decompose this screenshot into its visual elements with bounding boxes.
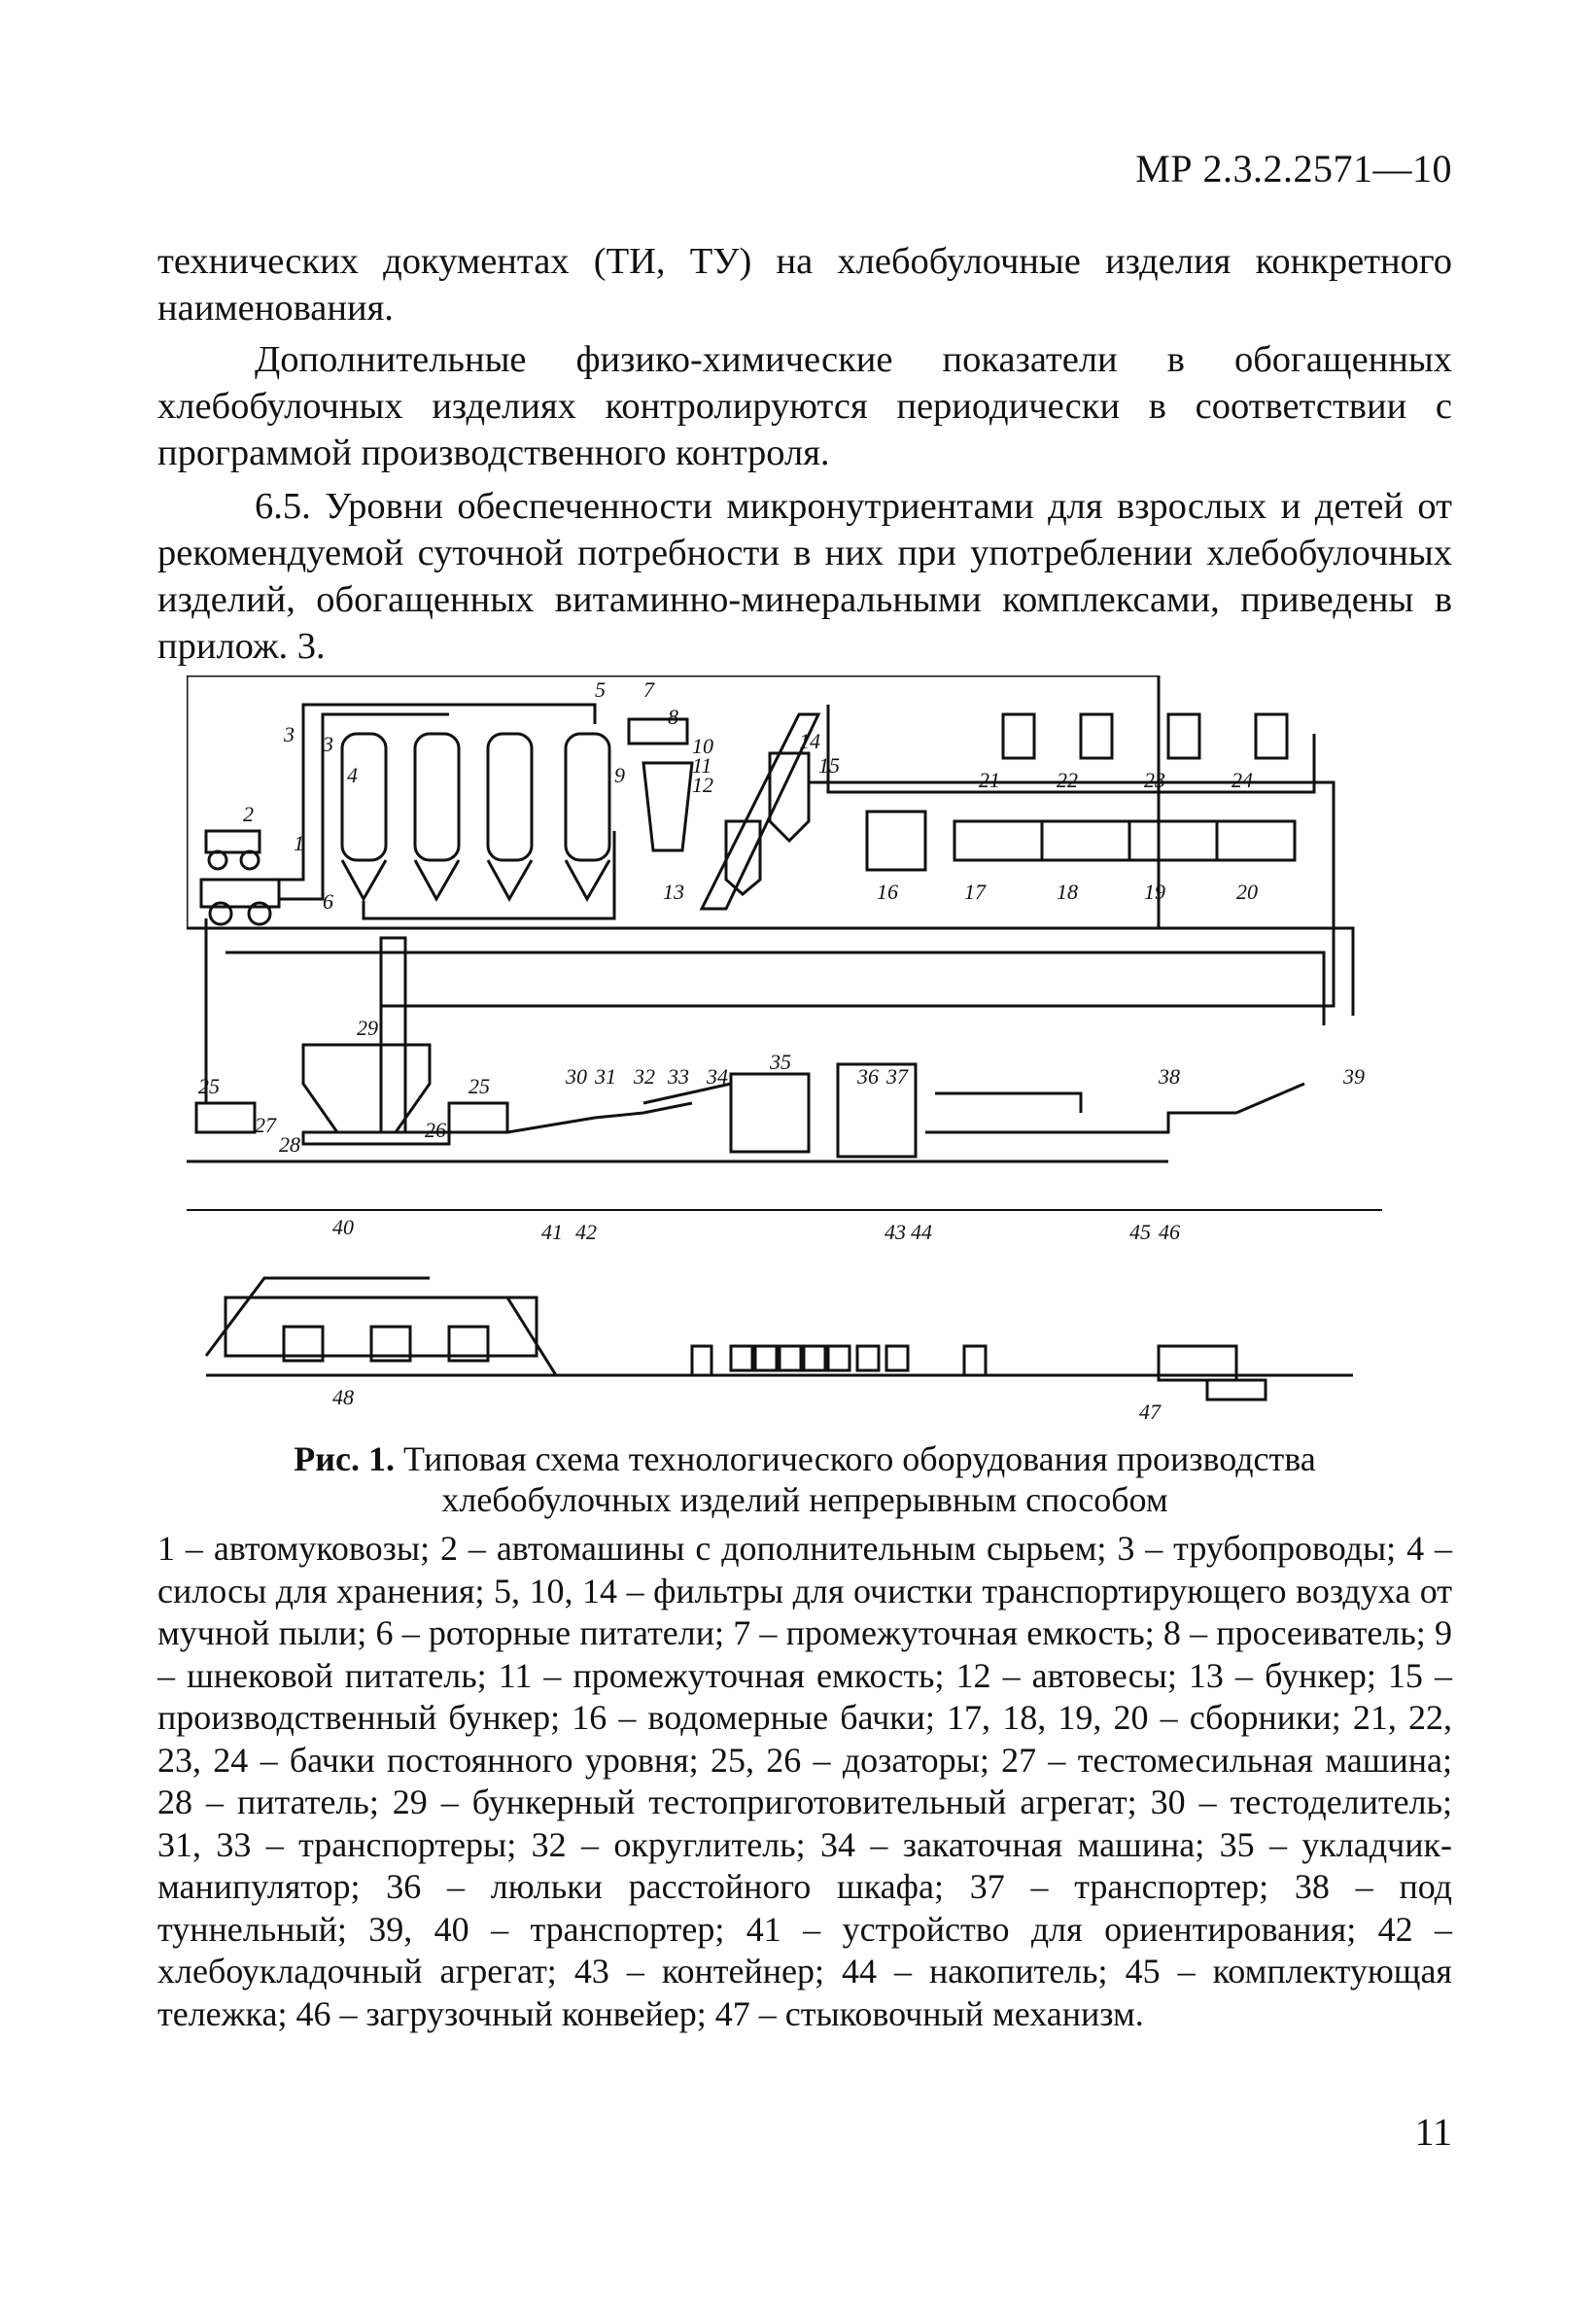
silos [342, 734, 609, 899]
truck-icon [201, 831, 279, 924]
level-tank-22 [1081, 714, 1112, 758]
label-44: 44 [911, 1220, 932, 1244]
label-17: 17 [964, 880, 986, 904]
level-tank-24 [1256, 714, 1287, 758]
equipment-diagram [187, 675, 1382, 1429]
label-31: 31 [595, 1064, 616, 1089]
dough-bunker-29 [303, 1045, 430, 1132]
label-6: 6 [323, 889, 333, 914]
label-36: 36 [857, 1064, 879, 1089]
figure-caption [157, 1438, 1452, 1520]
label-33: 33 [668, 1064, 689, 1089]
filter [726, 821, 760, 894]
label-4: 4 [347, 763, 358, 787]
label-41: 41 [541, 1220, 563, 1244]
label-40: 40 [332, 1215, 354, 1239]
label-10: 10 [692, 734, 713, 758]
sifter [629, 719, 687, 744]
figure-title-line1: Типовая схема технологического оборудования производства [402, 1439, 1316, 1478]
bunker [643, 763, 692, 850]
label-25b: 25 [468, 1074, 490, 1098]
conveyor-40 [206, 1278, 430, 1356]
conveyor-incline [507, 1298, 556, 1375]
dough-line [381, 782, 1334, 1093]
label-12: 12 [692, 773, 713, 797]
label-1: 1 [294, 831, 304, 855]
label-37: 37 [886, 1064, 908, 1089]
label-3b: 3 [323, 732, 333, 756]
label-42: 42 [575, 1220, 597, 1244]
level-tank-23 [1168, 714, 1199, 758]
collector-18 [1042, 821, 1129, 860]
tunnel-oven [925, 1113, 1236, 1132]
label-35: 35 [770, 1050, 791, 1074]
label-16: 16 [877, 880, 898, 904]
paragraph-6-5 [157, 483, 1452, 670]
label-29: 29 [357, 1016, 378, 1040]
label-48: 48 [332, 1385, 354, 1409]
filter [770, 753, 809, 841]
label-23: 23 [1144, 768, 1165, 792]
document-code: МР 2.3.2.2571—10 [1135, 147, 1452, 190]
label-14: 14 [799, 729, 820, 753]
conveyor-31 [507, 1103, 692, 1132]
docking-mechanism [1207, 1380, 1266, 1400]
containers-row [692, 1346, 986, 1375]
label-22: 22 [1057, 768, 1078, 792]
page-number: 11 [1414, 2110, 1452, 2154]
label-30: 30 [566, 1064, 587, 1089]
dispenser-25 [196, 1103, 255, 1132]
label-8: 8 [668, 705, 678, 729]
label-13: 13 [663, 880, 684, 904]
rounder [731, 1074, 809, 1152]
label-26: 26 [425, 1118, 446, 1142]
figure-title-line2: хлебобулочных изделий непрерывным способом [441, 1480, 1168, 1519]
label-27: 27 [255, 1113, 276, 1137]
label-11: 11 [692, 753, 712, 778]
label-3: 3 [284, 722, 295, 746]
paragraph-text: Дополнительные физико-химические показатели в обогащенных хлебобулочных изделиях контролируются периодически в соответствии с программой производственного контроля. [157, 339, 1452, 473]
label-20: 20 [1236, 880, 1258, 904]
figure-number: Рис. 1. [294, 1439, 395, 1478]
label-5: 5 [595, 677, 606, 702]
collector-20 [1217, 821, 1295, 860]
label-18: 18 [1057, 880, 1078, 904]
label-45: 45 [1129, 1220, 1151, 1244]
label-47: 47 [1139, 1400, 1161, 1424]
label-9: 9 [614, 763, 625, 787]
pipeline [226, 952, 1324, 1025]
label-24: 24 [1232, 768, 1253, 792]
label-39: 39 [1343, 1064, 1365, 1089]
label-25: 25 [198, 1074, 220, 1098]
label-34: 34 [707, 1064, 728, 1089]
label-7: 7 [643, 677, 654, 702]
dispenser-26 [449, 1103, 507, 1132]
production-bunker [867, 812, 925, 870]
label-32: 32 [634, 1064, 655, 1089]
paragraph-continuation [157, 238, 1452, 331]
label-38: 38 [1159, 1064, 1180, 1089]
collector-17 [954, 821, 1042, 860]
oven-top [935, 1093, 1081, 1113]
pipeline [279, 705, 595, 880]
paragraph-text: 6.5. Уровни обеспеченности микронутриентами для взрослых и детей от рекомендуемой суточной потребности в них при употреблении хлебобулочных изделий, обогащенных витаминно-минеральными комплексами, приведены в прилож. 3. [157, 486, 1452, 667]
diagram-svg [187, 675, 1382, 1429]
conveyor-39 [1236, 1084, 1304, 1113]
paragraph-text: технических документах (ТИ, ТУ) на хлебобулочные изделия конкретного наименования. [157, 241, 1452, 329]
label-28: 28 [279, 1132, 300, 1157]
figure-legend: 1 – автомуковозы; 2 – автомашины с дополнительным сырьем; 3 – трубопроводы; 4 – силосы для хранения; 5, 10, 14 – фильтры для очистки транспортирующего воздуха от мучной пыли; 6 – роторные питатели; 7 – промежуточная емкость; 8 – просеиватель; 9 – шнековой питатель; 11 – промежуточная емкость; 12 – автовесы; 13 – бункер; 15 – производственный бункер; 16 – водомерные бачки; 17, 18, 19, 20 – сборники; 21, 22, 23, 24 – бачки постоянного уровня; 25, 26 – дозаторы; 27 – тестомесильная машина; 28 – питатель; 29 – бункерный тестоприготовительный агрегат; 30 – тестоделитель; 31, 33 – транспортеры; 32 – округлитель; 34 – закаточная машина; 35 – укладчик-манипулятор; 36 – люльки расстойного шкафа; 37 – транспортер; 38 – под туннельный; 39, 40 – транспортер; 41 – устройство для ориентирования; 42 – хлебоукладочный агрегат; 43 – контейнер; 44 – накопитель; 45 – комплектующая тележка; 46 – загрузочный конвейер; 47 – стыковочный механизм. [157, 1529, 1452, 2033]
label-46: 46 [1159, 1220, 1180, 1244]
label-43: 43 [885, 1220, 906, 1244]
label-2: 2 [243, 802, 254, 826]
collector-19 [1129, 821, 1217, 860]
paragraph-physico-chemical [157, 336, 1452, 476]
label-15: 15 [818, 753, 840, 778]
level-tank-21 [1003, 714, 1034, 758]
label-19: 19 [1144, 880, 1165, 904]
label-21: 21 [979, 768, 1000, 792]
pipeline [206, 928, 1353, 1016]
feeder-pipe [381, 938, 405, 1132]
